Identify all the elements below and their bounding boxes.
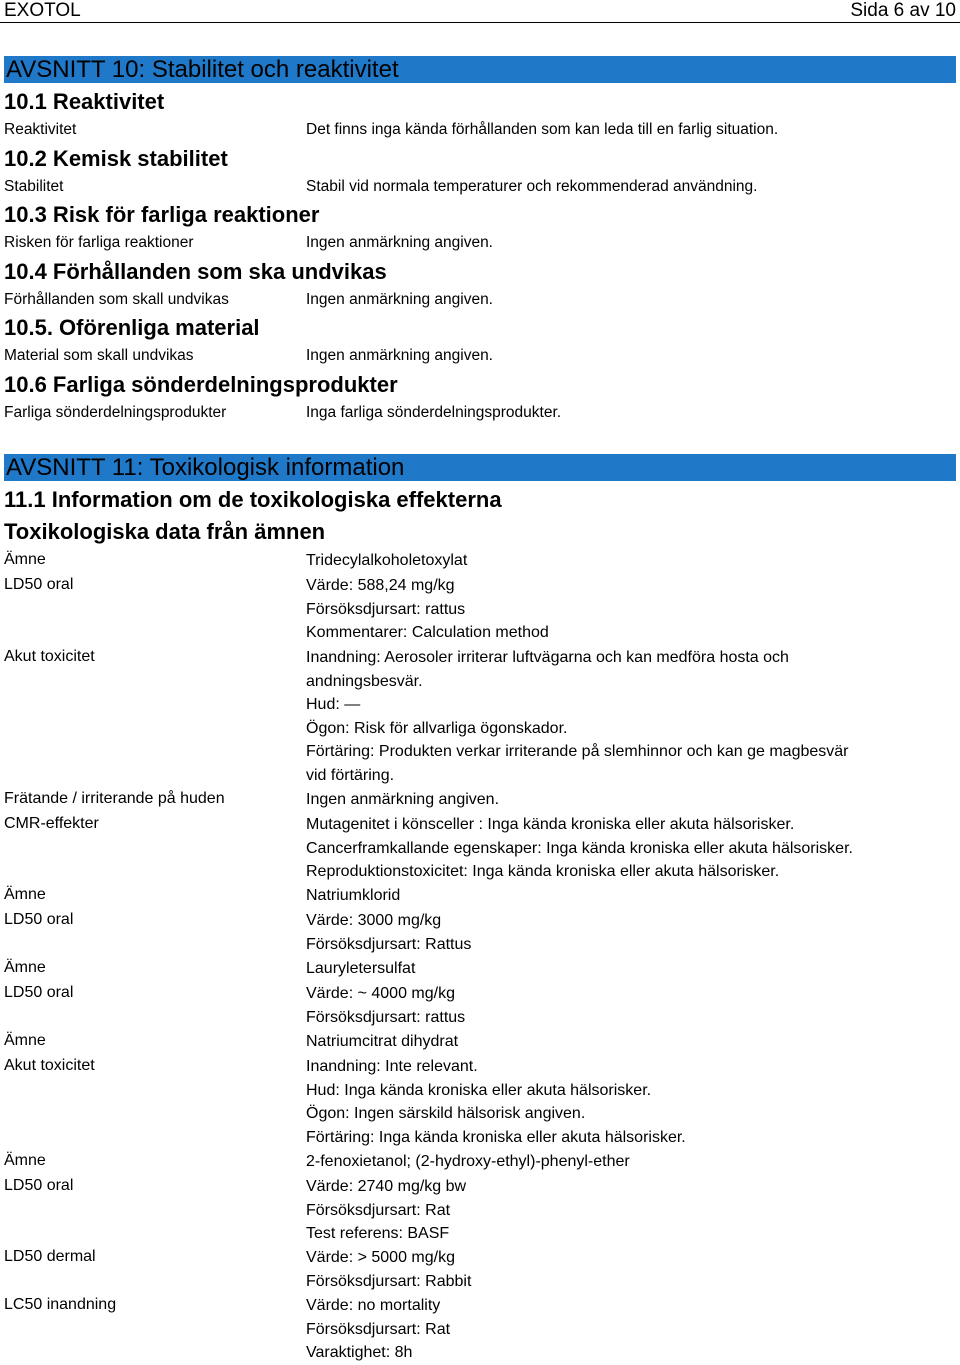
tox-row-value-line: Förtäring: Produkten verkar irriterande på slemhinnor och kan ge magbesvär [306, 743, 849, 761]
heading-10-6: 10.6 Farliga sönderdelningsprodukter [4, 372, 398, 397]
heading-10-4: 10.4 Förhållanden som ska undvikas [4, 259, 387, 284]
tox-row-value-line: andningsbesvär. [306, 672, 423, 690]
tox-row-values [306, 1055, 686, 1149]
heading-10-1: 10.1 Reaktivitet [4, 89, 165, 114]
tox-row-value-line: Lauryletersulfat [306, 960, 416, 977]
tox-row-label: LD50 oral [4, 576, 74, 593]
tox-row-label: Akut toxicitet [4, 1057, 95, 1074]
tox-row-value-line: Natriumcitrat dihydrat [306, 1033, 459, 1050]
heading-10-2: 10.2 Kemisk stabilitet [4, 146, 228, 171]
tox-row-value-line: Värde: 588,24 mg/kg [306, 577, 455, 594]
value-10-1: Det finns inga kända förhållanden som kan leda till en farlig situation. [306, 121, 779, 138]
section-10-title: AVSNITT 10: Stabilitet och reaktivitet [6, 56, 399, 83]
page-number: Sida 6 av 10 [850, 0, 956, 21]
tox-row-value-line: Värde: no mortality [306, 1297, 441, 1314]
heading-10-3: 10.3 Risk för farliga reaktioner [4, 202, 320, 227]
tox-row-value-line: Ögon: Ingen särskild hälsorisk angiven. [306, 1105, 586, 1123]
tox-row-values [306, 1175, 466, 1246]
tox-row-values [306, 957, 415, 981]
value-10-6: Inga farliga sönderdelningsprodukter. [306, 404, 562, 421]
tox-row-label: Ämne [4, 1152, 46, 1169]
section-11-banner [4, 454, 956, 481]
tox-row-label: LC50 inandning [4, 1296, 117, 1313]
tox-row-value-line: 2-fenoxietanol; (2-hydroxy-ethyl)-phenyl-ether [306, 1153, 630, 1170]
heading-tox-data: Toxikologiska data från ämnen [4, 519, 326, 544]
tox-row-value-line: Kommentarer: Calculation method [306, 624, 549, 642]
value-10-4: Ingen anmärkning angiven. [306, 291, 493, 308]
tox-row-label: LD50 oral [4, 984, 74, 1001]
tox-row-label: Ämne [4, 959, 46, 976]
label-10-1: Reaktivitet [4, 121, 77, 138]
tox-row-value-line: Försöksdjursart: rattus [306, 1008, 466, 1026]
company-name: EXOTOL [4, 0, 81, 21]
value-10-2: Stabil vid normala temperaturer och rekommenderad användning. [306, 178, 758, 195]
label-10-4: Förhållanden som skall undvikas [4, 291, 229, 308]
tox-row-value-line: Förtäring: Inga kända kroniska eller akuta hälsorisker. [306, 1128, 686, 1146]
tox-row-label: LD50 oral [4, 1177, 74, 1194]
tox-row-value-line: Försöksdjursart: rattus [306, 600, 466, 618]
page-header [0, 0, 960, 23]
tox-row-value-line: Försöksdjursart: Rabbit [306, 1272, 472, 1290]
label-10-2: Stabilitet [4, 178, 64, 195]
label-10-6: Farliga sönderdelningsprodukter [4, 404, 227, 421]
tox-row-value-line: Ögon: Risk för allvarliga ögonskador. [306, 719, 568, 737]
tox-row-label: Ämne [4, 1032, 46, 1049]
heading-10-5: 10.5. Oförenliga material [4, 315, 260, 340]
tox-row-value-line: Reproduktionstoxicitet: Inga kända kroniska eller akuta hälsorisker. [306, 863, 780, 881]
tox-row-label: LD50 dermal [4, 1248, 96, 1265]
tox-row-values [306, 549, 467, 573]
tox-row-label: Ämne [4, 886, 46, 903]
tox-row-value-line: Värde: > 5000 mg/kg [306, 1249, 455, 1266]
section-10-banner [4, 56, 956, 83]
tox-row-value-line: Hud: — [306, 696, 361, 714]
tox-row-value-line: Test referens: BASF [306, 1225, 450, 1243]
tox-row-label: Frätande / irriterande på huden [4, 790, 225, 807]
heading-11-1: 11.1 Information om de toxikologiska effekterna [4, 487, 502, 512]
tox-row-value-line: Inandning: Inte relevant. [306, 1058, 478, 1075]
tox-row-values [306, 1294, 450, 1365]
tox-row-values [306, 909, 471, 956]
tox-row-value-line: Värde: 3000 mg/kg [306, 912, 442, 929]
tox-row-label: LD50 oral [4, 911, 74, 928]
tox-row-value-line: Värde: 2740 mg/kg bw [306, 1178, 467, 1195]
tox-row-value-line: Mutagenitet i könsceller : Inga kända kroniska eller akuta hälsorisker. [306, 816, 795, 833]
tox-row-label: CMR-effekter [4, 815, 99, 832]
tox-row-values [306, 1150, 630, 1174]
tox-row-values [306, 884, 400, 908]
tox-row-label: Ämne [4, 551, 46, 568]
tox-row-value-line: Tridecylalkoholetoxylat [306, 552, 468, 569]
tox-row-values [306, 982, 465, 1029]
tox-row-value-line: Inandning: Aerosoler irriterar luftvägarna och kan medföra hosta och [306, 649, 789, 666]
label-10-3: Risken för farliga reaktioner [4, 234, 194, 251]
tox-row-value-line: Försöksdjursart: Rattus [306, 935, 472, 953]
tox-row-value-line: Försöksdjursart: Rat [306, 1320, 451, 1338]
section-11-title: AVSNITT 11: Toxikologisk information [6, 454, 405, 481]
tox-row-values [306, 574, 549, 645]
tox-row-value-line: Natriumklorid [306, 887, 401, 904]
tox-row-label: Akut toxicitet [4, 648, 95, 665]
value-10-5: Ingen anmärkning angiven. [306, 347, 493, 364]
tox-row-value-line: Försöksdjursart: Rat [306, 1201, 451, 1219]
tox-row-values [306, 1246, 471, 1293]
tox-row-value-line: vid förtäring. [306, 766, 395, 784]
tox-row-values [306, 813, 853, 884]
tox-row-value-line: Värde: ~ 4000 mg/kg [306, 985, 455, 1002]
label-10-5: Material som skall undvikas [4, 347, 194, 364]
tox-row-values [306, 646, 849, 788]
tox-row-values [306, 788, 499, 812]
tox-row-value-line: Ingen anmärkning angiven. [306, 791, 500, 808]
value-10-3: Ingen anmärkning angiven. [306, 234, 493, 251]
tox-row-value-line: Varaktighet: 8h [306, 1344, 413, 1362]
tox-row-value-line: Cancerframkallande egenskaper: Inga kända kroniska eller akuta hälsorisker. [306, 839, 853, 857]
tox-row-value-line: Hud: Inga kända kroniska eller akuta hälsorisker. [306, 1081, 652, 1099]
tox-row-values [306, 1030, 458, 1054]
